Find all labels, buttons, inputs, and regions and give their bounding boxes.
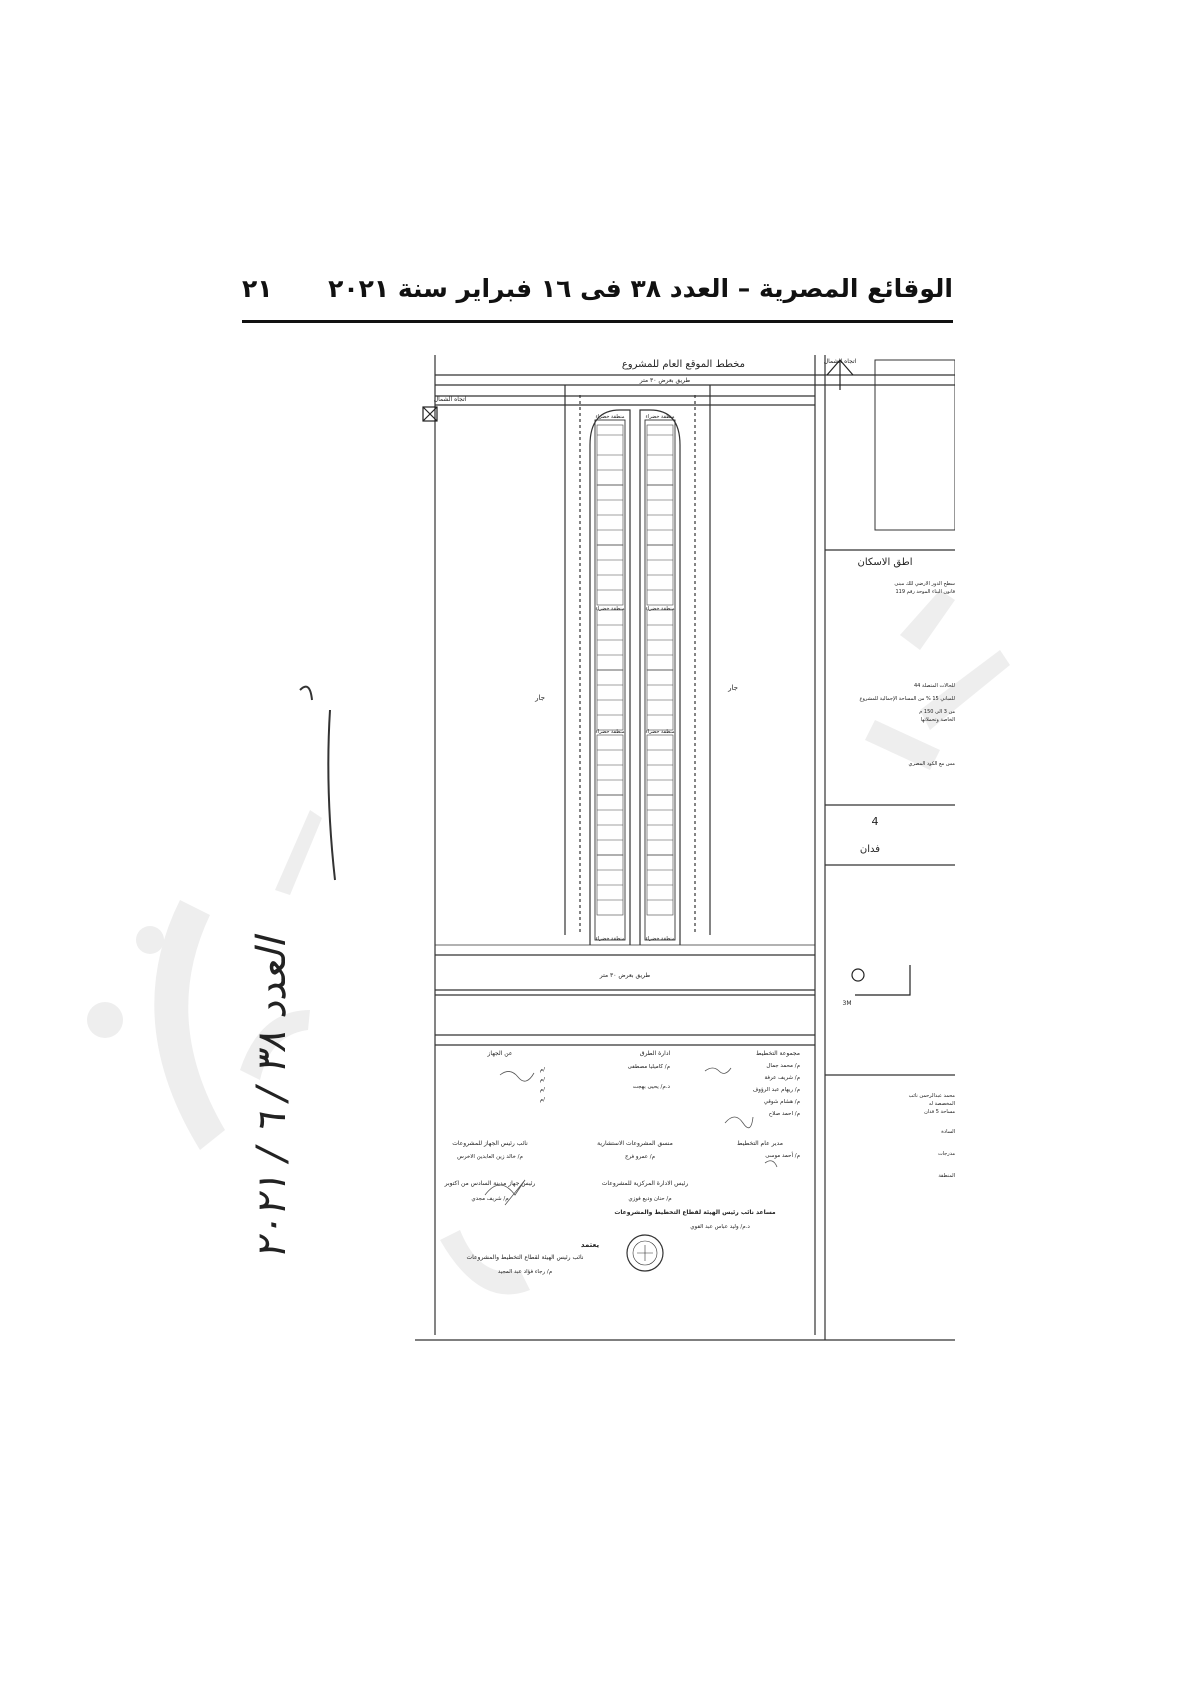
- sig-name: م/ خالد زين العابدين الاخرس: [457, 1154, 523, 1160]
- sig-name: د.م/ يحيى بهجت: [632, 1084, 670, 1090]
- green-zone-label: منطقة خضراء: [645, 414, 675, 420]
- sig-heading-roads: ادارة الطرق: [639, 1050, 671, 1057]
- area-value: 4: [871, 815, 879, 828]
- sig-name: م/ محمد جمال: [766, 1063, 800, 1069]
- sig-name: م/ حنان وديع فوزي: [628, 1196, 672, 1202]
- side-lower-line: محمد عبدالرحمن نائب: [908, 1093, 955, 1099]
- sig-approval: يعتمد: [580, 1241, 600, 1249]
- road-bottom-label: طريق بعرض ٣٠ متر: [599, 972, 651, 979]
- green-zone-label: منطقة خضراء: [595, 606, 625, 612]
- road-top-label: طريق بعرض ٣٠ متر: [639, 377, 691, 384]
- sig-heading-device: عن الجهاز: [487, 1050, 513, 1057]
- header-divider: [242, 320, 953, 323]
- site-plan: [415, 355, 955, 1350]
- side-note: 44 للحالات المتصلة: [913, 683, 955, 689]
- side-lower-line: مساحة 5 فدان: [924, 1109, 955, 1115]
- sig-city-head: رئيس جهاز مدينة السادس من اكتوبر: [444, 1180, 536, 1187]
- side-note: سطح الدور الارضي للك مبنى: [894, 581, 955, 587]
- handwritten-issue-note: العدد ٣٨ / ٦ / ٢٠٢١: [249, 937, 295, 1260]
- sig-name: م/ عمرو فرج: [624, 1154, 656, 1160]
- site-plan-drawing: [415, 355, 955, 1350]
- green-zone-label: منطقة خضراء: [645, 606, 675, 612]
- side-note: قانون البناء الموحد رقم 119: [895, 589, 955, 595]
- sig-deputy-device: نائب رئيس الجهاز للمشروعات: [452, 1140, 528, 1147]
- green-zone-label: منطقة خضراء: [595, 936, 625, 942]
- side-note: الخاصة وتحملاتها: [920, 717, 955, 723]
- sig-consult: منسق المشروعات الاستشارية: [597, 1140, 673, 1147]
- sig-name: م/ أحمد موسى: [765, 1153, 800, 1159]
- plan-title: مخطط الموقع العام للمشروع: [621, 359, 745, 370]
- side-note: للمباني 15 % من المساحة الإجمالية للمشروع: [859, 696, 955, 702]
- side-lower-line: مدرجات: [937, 1151, 955, 1157]
- north-label-right: اتجاه الشمال: [823, 358, 857, 365]
- gazette-title: الوقائع المصرية – العدد ٣٨ فى ١٦ فبراير سنة ٢٠٢١: [328, 274, 953, 303]
- side-note: من 3 الى 150 م: [919, 709, 955, 715]
- green-zone-label: منطقة خضراء: [595, 729, 625, 735]
- sig-name: م/ كاميليا مصطفى: [627, 1064, 670, 1070]
- side-lower-line: المخصصة له: [928, 1101, 955, 1107]
- sig-name: م/: [539, 1077, 545, 1083]
- side-lower-line: السادة: [941, 1129, 955, 1135]
- official-seal: [627, 1235, 663, 1271]
- sig-assistant: مساعد نائب رئيس الهيئة لقطاع التخطيط والمشروعات: [614, 1209, 776, 1216]
- handwriting: [245, 660, 395, 1300]
- page-header: [242, 274, 953, 324]
- neighbor-label-left: جار: [535, 694, 545, 702]
- sig-name: م/: [539, 1087, 545, 1093]
- green-zone-label: منطقة خضراء: [595, 414, 625, 420]
- sig-name: د.م/ وليد عباس عبد القوي: [690, 1224, 750, 1230]
- side-lower-line: المنطقة: [938, 1173, 955, 1179]
- sig-vp: نائب رئيس الهيئة لقطاع التخطيط والمشروعات: [466, 1254, 584, 1261]
- sig-name: م/ احمد صلاح: [768, 1111, 800, 1117]
- neighbor-label-right: جار: [728, 684, 738, 692]
- green-zone-label: منطقة خضراء: [645, 936, 675, 942]
- sig-heading-planning: مجموعة التخطيط: [756, 1050, 800, 1057]
- side-note: مس مع الكود المصري: [908, 761, 955, 767]
- green-zone-label: منطقة خضراء: [645, 729, 675, 735]
- sig-central-admin: رئيس الادارة المركزية للمشروعات: [601, 1180, 689, 1187]
- north-label-left: اتجاه الشمال: [433, 396, 467, 403]
- scale-label: 3M: [842, 1000, 852, 1007]
- sig-name: م/: [539, 1097, 545, 1103]
- sig-name: م/ ريهام عبد الرؤوف: [752, 1087, 800, 1093]
- sig-name: م/ شريف عرفة: [764, 1075, 800, 1081]
- sig-general-manager: مدير عام التخطيط: [737, 1140, 783, 1147]
- area-unit: فدان: [859, 844, 881, 855]
- sig-name: م/ شريف مجدي: [471, 1196, 509, 1202]
- page-number: ٢١: [242, 274, 273, 303]
- sig-name: م/ رجاء فؤاد عبد المجيد: [497, 1269, 553, 1275]
- sig-name: م/ هشام شوقي: [763, 1099, 800, 1105]
- side-panel-heading: اطق الاسكان: [857, 557, 913, 568]
- sig-name: م/: [539, 1067, 545, 1073]
- handwritten-annotation: [245, 660, 395, 1300]
